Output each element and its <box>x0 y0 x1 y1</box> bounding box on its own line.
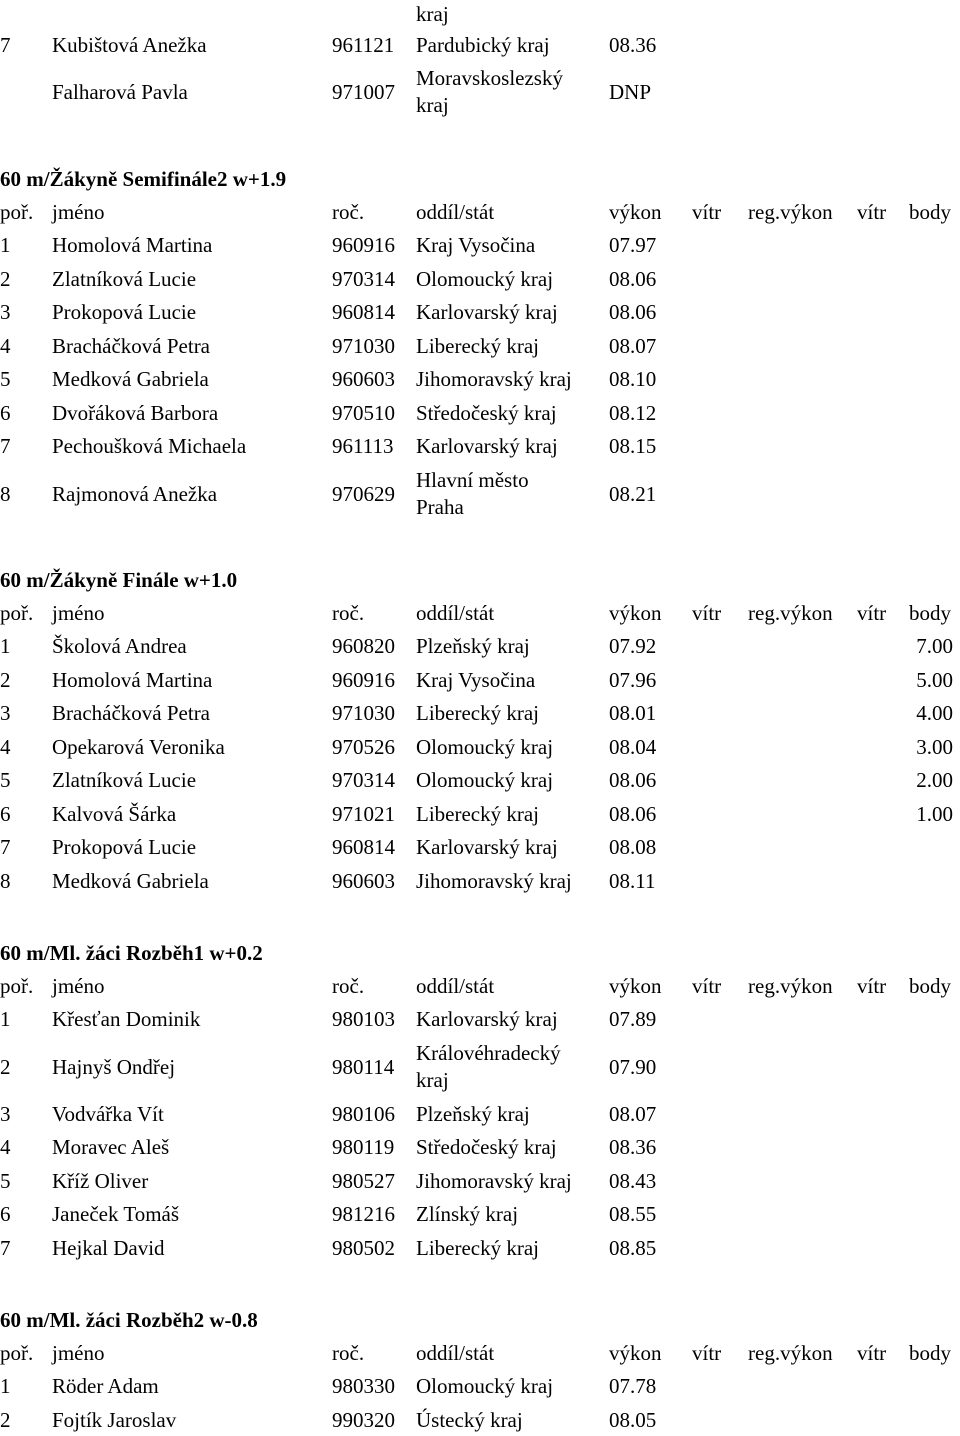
result-row <box>0 332 960 360</box>
athlete-name: Bracháčková Petra <box>52 333 211 358</box>
birth-code: 961113 <box>332 434 394 458</box>
athlete-name: Kubištová Anežka <box>52 33 207 57</box>
header-name: jméno <box>52 200 105 224</box>
performance: DNP <box>609 80 652 104</box>
performance: 08.85 <box>609 1235 657 1260</box>
birth-code: 980330 <box>332 1374 395 1398</box>
performance: 07.89 <box>609 1007 657 1031</box>
club-name: Královéhradecký kraj <box>416 1040 561 1092</box>
result-row <box>0 1406 960 1434</box>
club-name: Liberecký kraj <box>416 1235 540 1260</box>
club-name: Zlínský kraj <box>416 1202 519 1226</box>
rank-cell: 1 <box>0 634 11 658</box>
rank-cell: 7 <box>0 1235 11 1260</box>
rank-cell: 3 <box>0 701 11 725</box>
rank-cell: 4 <box>0 333 11 358</box>
performance: 08.04 <box>609 734 657 759</box>
result-row <box>0 265 960 293</box>
birth-code: 980114 <box>332 1054 395 1079</box>
rank-cell: 7 <box>0 33 11 57</box>
birth-code: 960814 <box>332 300 395 324</box>
header-wind: vítr <box>692 1341 722 1365</box>
birth-code: 980119 <box>332 1135 395 1159</box>
club-name: Olomoucký kraj <box>416 1374 554 1398</box>
header-pos: poř. <box>0 974 34 998</box>
athlete-name: Falharová Pavla <box>52 80 188 104</box>
birth-code: 980527 <box>332 1168 395 1193</box>
result-row <box>0 399 960 427</box>
section-title: 60 m/Ml. žáci Rozběh1 w+0.2 <box>0 941 263 965</box>
header-club: oddíl/stát <box>416 974 495 998</box>
club-name: Středočeský kraj <box>416 400 557 425</box>
birth-code: 970510 <box>332 400 395 425</box>
result-row <box>0 766 960 794</box>
athlete-name: Křesťan Dominik <box>52 1007 201 1031</box>
rank-cell: 6 <box>0 400 11 425</box>
result-row <box>0 298 960 326</box>
rank-cell: 7 <box>0 835 11 859</box>
header-name: jméno <box>52 1341 105 1365</box>
performance: 08.07 <box>609 1101 657 1126</box>
points: 4.00 <box>916 701 953 725</box>
header-perf: výkon <box>609 1341 662 1365</box>
club-name: Olomoucký kraj <box>416 768 554 792</box>
header-wind: vítr <box>692 974 722 998</box>
birth-code: 980106 <box>332 1101 395 1126</box>
header-born: roč. <box>332 200 365 224</box>
header-pos: poř. <box>0 200 34 224</box>
athlete-name: Prokopová Lucie <box>52 835 197 859</box>
rank-cell: 6 <box>0 1202 11 1226</box>
result-row <box>0 64 960 120</box>
club-name: Liberecký kraj <box>416 701 540 725</box>
performance: 08.55 <box>609 1202 657 1226</box>
athlete-name: Medková Gabriela <box>52 868 209 893</box>
rank-cell: 6 <box>0 801 11 826</box>
result-row <box>0 1100 960 1128</box>
athlete-name: Homolová Martina <box>52 233 213 257</box>
rank-cell: 2 <box>0 667 11 692</box>
rank-cell: 1 <box>0 1374 11 1398</box>
birth-code: 970629 <box>332 481 395 506</box>
birth-code: 960916 <box>332 667 395 692</box>
rank-cell: 8 <box>0 868 11 893</box>
result-row <box>0 699 960 727</box>
athlete-name: Rajmonová Anežka <box>52 481 218 506</box>
birth-code: 971021 <box>332 801 395 826</box>
header-wind: vítr <box>692 200 722 224</box>
birth-code: 970314 <box>332 768 395 792</box>
header-perf: výkon <box>609 200 662 224</box>
performance: 07.78 <box>609 1374 657 1398</box>
rank-cell: 1 <box>0 233 11 257</box>
club-name: Plzeňský kraj <box>416 1101 530 1126</box>
performance: 08.43 <box>609 1168 657 1193</box>
performance: 08.06 <box>609 300 657 324</box>
athlete-name: Hejkal David <box>52 1235 165 1260</box>
club-name: Moravskoslezský kraj <box>416 66 563 117</box>
club-name: Plzeňský kraj <box>416 634 530 658</box>
result-row <box>0 1039 960 1095</box>
result-row <box>0 31 960 59</box>
birth-code: 990320 <box>332 1407 395 1432</box>
points: 5.00 <box>916 667 953 692</box>
section-title: 60 m/Žákyně Semifinále2 w+1.9 <box>0 167 287 191</box>
club-name: Karlovarský kraj <box>416 1007 558 1031</box>
birth-code: 970314 <box>332 266 395 291</box>
header-wind2: vítr <box>857 601 887 625</box>
header-club: oddíl/stát <box>416 1341 495 1365</box>
performance: 08.36 <box>609 1135 657 1159</box>
result-row <box>0 1372 960 1400</box>
performance: 07.96 <box>609 667 657 692</box>
points: 1.00 <box>916 801 953 826</box>
header-pts: body <box>909 200 951 224</box>
result-row <box>0 1167 960 1195</box>
club-name: Liberecký kraj <box>416 333 540 358</box>
performance: 08.12 <box>609 400 657 425</box>
birth-code: 980502 <box>332 1235 395 1260</box>
athlete-name: Pechoušková Michaela <box>52 434 247 458</box>
header-reg: reg.výkon <box>748 1341 833 1365</box>
athlete-name: Janeček Tomáš <box>52 1202 180 1226</box>
performance: 08.06 <box>609 266 657 291</box>
club-name: Olomoucký kraj <box>416 734 554 759</box>
athlete-name: Medková Gabriela <box>52 367 209 391</box>
performance: 08.06 <box>609 801 657 826</box>
header-perf: výkon <box>609 601 662 625</box>
performance: 08.36 <box>609 33 657 57</box>
athlete-name: Dvořáková Barbora <box>52 400 219 425</box>
athlete-name: Homolová Martina <box>52 667 213 692</box>
athlete-name: Fojtík Jaroslav <box>52 1407 177 1432</box>
athlete-name: Kalvová Šárka <box>52 801 177 826</box>
header-wind2: vítr <box>857 200 887 224</box>
result-row <box>0 833 960 861</box>
birth-code: 980103 <box>332 1007 395 1031</box>
rank-cell: 1 <box>0 1007 11 1031</box>
header-name: jméno <box>52 974 105 998</box>
header-wind2: vítr <box>857 974 887 998</box>
section-title: 60 m/Žákyně Finále w+1.0 <box>0 568 238 592</box>
result-row <box>0 1234 960 1262</box>
birth-code: 960916 <box>332 233 395 257</box>
performance: 08.06 <box>609 768 657 792</box>
birth-code: 960603 <box>332 367 395 391</box>
birth-code: 971030 <box>332 333 395 358</box>
performance: 07.92 <box>609 634 657 658</box>
result-row <box>0 800 960 828</box>
performance: 07.90 <box>609 1054 657 1079</box>
club-name: Jihomoravský kraj <box>416 868 572 893</box>
points: 3.00 <box>916 734 953 759</box>
rank-cell: 2 <box>0 266 11 291</box>
club-name: Jihomoravský kraj <box>416 367 572 391</box>
athlete-name: Bracháčková Petra <box>52 701 211 725</box>
athlete-name: Moravec Aleš <box>52 1135 170 1159</box>
points: 2.00 <box>916 768 953 792</box>
birth-code: 971030 <box>332 701 395 725</box>
header-pos: poř. <box>0 1341 34 1365</box>
athlete-name: Vodvářka Vít <box>52 1101 164 1126</box>
result-row <box>0 432 960 460</box>
column-header-row <box>0 972 960 1000</box>
club-name: Karlovarský kraj <box>416 300 558 324</box>
header-reg: reg.výkon <box>748 200 833 224</box>
header-pts: body <box>909 1341 951 1365</box>
rank-cell: 8 <box>0 481 11 506</box>
birth-code: 961121 <box>332 33 395 57</box>
club-name: Hlavní město Praha <box>416 467 529 519</box>
performance: 08.05 <box>609 1407 657 1432</box>
header-club: oddíl/stát <box>416 601 495 625</box>
rank-cell: 5 <box>0 1168 11 1193</box>
club-name: Kraj Vysočina <box>416 233 536 257</box>
column-header-row <box>0 1339 960 1367</box>
rank-cell: 2 <box>0 1407 11 1432</box>
birth-code: 960814 <box>332 835 395 859</box>
header-wind2: vítr <box>857 1341 887 1365</box>
club-name: Jihomoravský kraj <box>416 1168 572 1193</box>
athlete-name: Školová Andrea <box>52 634 187 658</box>
club-name: Olomoucký kraj <box>416 266 554 291</box>
athlete-name: Hajnyš Ondřej <box>52 1054 176 1079</box>
result-row <box>0 632 960 660</box>
athlete-name: Opekarová Veronika <box>52 734 225 759</box>
athlete-name: Kříž Oliver <box>52 1168 149 1193</box>
athlete-name: Prokopová Lucie <box>52 300 197 324</box>
birth-code: 981216 <box>332 1202 395 1226</box>
header-club: oddíl/stát <box>416 200 495 224</box>
performance: 08.15 <box>609 434 657 458</box>
section-title: 60 m/Ml. žáci Rozběh2 w-0.8 <box>0 1308 258 1332</box>
performance: 08.07 <box>609 333 657 358</box>
result-row <box>0 666 960 694</box>
rank-cell: 7 <box>0 434 11 458</box>
rank-cell: 5 <box>0 367 11 391</box>
continued-club-text: kraj <box>416 2 449 26</box>
rank-cell: 2 <box>0 1054 11 1079</box>
athlete-name: Zlatníková Lucie <box>52 266 197 291</box>
performance: 08.21 <box>609 481 657 506</box>
rank-cell: 3 <box>0 300 11 324</box>
club-name: Liberecký kraj <box>416 801 540 826</box>
result-row <box>0 733 960 761</box>
points: 7.00 <box>916 634 953 658</box>
rank-cell: 5 <box>0 768 11 792</box>
header-pos: poř. <box>0 601 34 625</box>
result-row <box>0 867 960 895</box>
performance: 07.97 <box>609 233 657 257</box>
result-row <box>0 365 960 393</box>
club-name: Ústecký kraj <box>416 1407 523 1432</box>
header-reg: reg.výkon <box>748 974 833 998</box>
rank-cell: 3 <box>0 1101 11 1126</box>
header-wind: vítr <box>692 601 722 625</box>
column-header-row <box>0 599 960 627</box>
club-name: Středočeský kraj <box>416 1135 557 1159</box>
result-row <box>0 231 960 259</box>
header-born: roč. <box>332 974 365 998</box>
header-name: jméno <box>52 601 105 625</box>
header-pts: body <box>909 601 951 625</box>
performance: 08.08 <box>609 835 657 859</box>
birth-code: 960603 <box>332 868 395 893</box>
athlete-name: Röder Adam <box>52 1374 159 1398</box>
rank-cell: 4 <box>0 1135 11 1159</box>
column-header-row <box>0 198 960 226</box>
performance: 08.10 <box>609 367 657 391</box>
header-pts: body <box>909 974 951 998</box>
result-row <box>0 1200 960 1228</box>
header-perf: výkon <box>609 974 662 998</box>
club-name: Pardubický kraj <box>416 33 550 57</box>
performance: 08.01 <box>609 701 657 725</box>
club-name: Karlovarský kraj <box>416 434 558 458</box>
club-name: Karlovarský kraj <box>416 835 558 859</box>
athlete-name: Zlatníková Lucie <box>52 768 197 792</box>
birth-code: 960820 <box>332 634 395 658</box>
header-born: roč. <box>332 601 365 625</box>
header-reg: reg.výkon <box>748 601 833 625</box>
result-row <box>0 1005 960 1033</box>
header-born: roč. <box>332 1341 365 1365</box>
birth-code: 971007 <box>332 80 395 104</box>
performance: 08.11 <box>609 868 656 893</box>
birth-code: 970526 <box>332 734 395 759</box>
club-name: Kraj Vysočina <box>416 667 536 692</box>
rank-cell: 4 <box>0 734 11 759</box>
result-row <box>0 1133 960 1161</box>
result-row <box>0 466 960 522</box>
